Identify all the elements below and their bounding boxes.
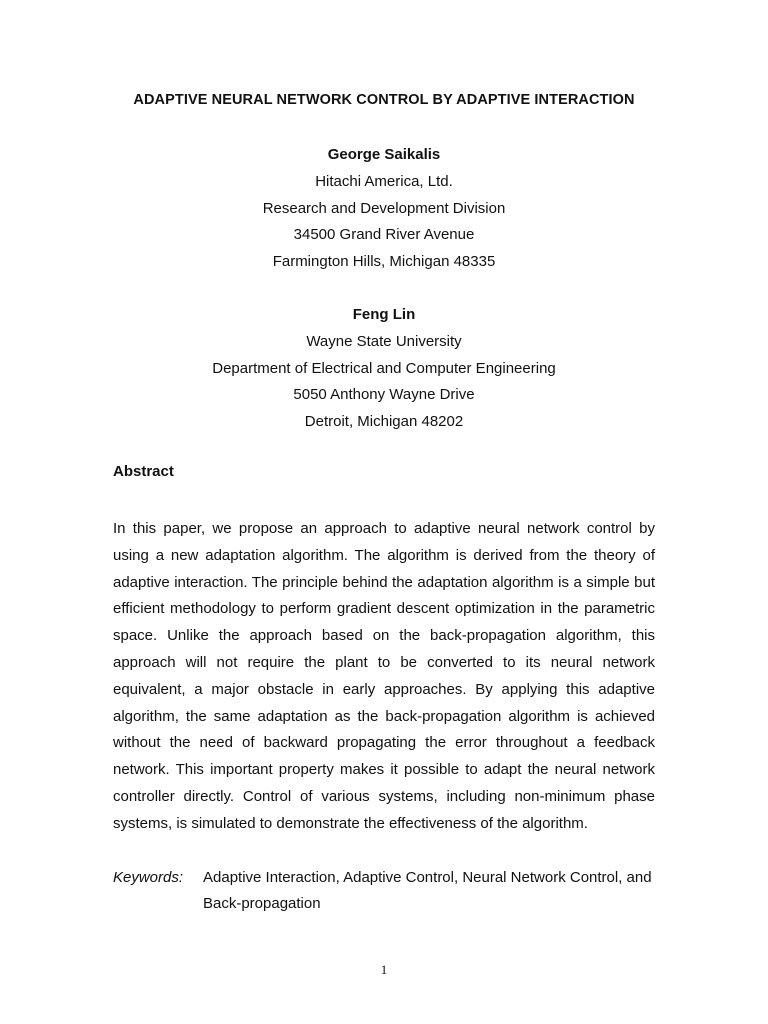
abstract-heading: Abstract [113,463,174,480]
author-block-1 [0,142,768,276]
author-name: George Saikalis [327,146,441,163]
keywords-text: Adaptive Interaction, Adaptive Control, Neural Network Control, and Back-propagation [203,869,652,912]
affiliation-line: Research and Development Division [262,199,506,217]
affiliation-line: Hitachi America, Ltd. [315,172,453,190]
author-block-2 [0,302,768,436]
affiliation-line: Wayne State University [306,332,462,350]
affiliation-line: Farmington Hills, Michigan 48335 [272,253,496,271]
author-name: Feng Lin [352,306,416,323]
paper-title: ADAPTIVE NEURAL NETWORK CONTROL BY ADAPTIVE INTERACTION [133,92,635,108]
affiliation-line: Department of Electrical and Computer Engineering [212,359,556,377]
affiliation-line: 5050 Anthony Wayne Drive [293,386,475,404]
page-number: 1 [380,962,388,977]
abstract-text: In this paper, we propose an approach to adaptive neural network control by using a new adaptation algorithm. The algorithm is derived from the theory of adaptive interaction. The principle behind the adaptation algorithm is a simple but efficient methodology to perform gradient descent optimization in the parametric space. Unlike the approach based on the back-propagation algorithm, this approach will not require the plant to be converted to its neural network equivalent, a major obstacle in early approaches. By applying this adaptive algorithm, the same adaptation as the back-propagation algorithm is achieved without the need of backward propagating the error throughout a feedback network. This important property makes it possible to adapt the neural network controller directly. Control of various systems, including non-minimum phase systems, is simulated to demonstrate the effectiveness of the algorithm. [113,520,655,832]
affiliation-line: Detroit, Michigan 48202 [304,413,464,431]
keywords-label: Keywords: [113,869,184,886]
affiliation-line: 34500 Grand River Avenue [293,226,475,244]
